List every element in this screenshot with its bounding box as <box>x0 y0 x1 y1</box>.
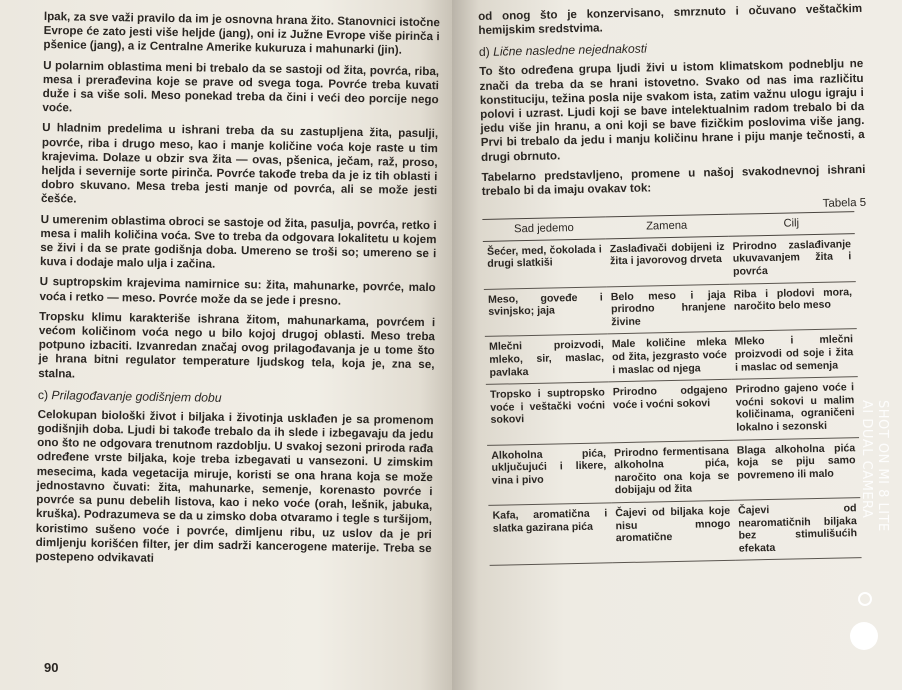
table-cell: Šećer, med, čokolada i drugi slatkiši <box>483 239 607 289</box>
table-row <box>483 233 856 289</box>
table-header-cell: Sad jedemo <box>482 217 605 241</box>
paragraph: lpak, za sve važi pravilo da im je osnovna hrana žito. Stanovnici istočne Evrope će zato jesti više heljde (jang), oni iz Južne Evrope više pirinča i pšenice (jang), a iz Centralne Amerike kukuruza i mahunarki (jin). <box>43 10 440 58</box>
table-cell: Prirodno odgajeno voće i voćni sokovi <box>609 379 733 442</box>
section-heading-c <box>38 388 434 408</box>
paragraph: U polarnim oblastima meni bi trebalo da se sastoji od žita, povrća, riba, mesa i prerađevina koje se prave od svega toga. Povrće treba kuvati duže i sa više soli. Meso ponekad treba da čini i veći deo porcije nego voće. <box>42 58 440 115</box>
table-row <box>484 281 857 337</box>
table-cell: Tropsko i suptropsko voće i veštački voćni sokovi <box>486 382 610 445</box>
page-number: 90 <box>44 660 59 675</box>
camera-ring-icon <box>858 592 872 606</box>
table-cell: Kafa, aromatična i slatka gazirana pića <box>488 503 612 566</box>
table-label: Tabela 5 <box>822 197 867 211</box>
section-title: Lične nasledne nejednakosti <box>492 41 648 60</box>
table-cell: Čajevi od nearomatičnih biljaka bez stimulišućih efekata <box>734 498 862 561</box>
table-cell: Mleko i mlečni proizvodi od soje i žita i maslac od semenja <box>730 329 857 379</box>
camera-watermark <box>848 400 888 640</box>
table-cell: Prirodno gajeno voće i voćni sokovi u malim količinama, ograničeni lokalno i sezonski <box>731 377 859 440</box>
table-cell: Blaga alkoholna pića koja se piju samo povremeno ili malo <box>733 437 861 500</box>
paragraph: Celokupan biološki život i biljaka i životinja usklađen je sa promenom godišnjih doba. Ljudi bi takođe trebalo da ih slede i izbegavaju da jedu ono što ne odgovara trenutnom razdoblju. U svakoj sezoni priroda rađa određene vrste biljaka, koje treba izbegavati u vansezoni. U zimskim mesecima, kada vegetacija miruje, koristi se ona hrana koja se može jednostavno čuvati: žita, mahunarke, semenje, korenasto povrće i povrće sa punu debelih listova, kao i neko voće (orah, lešnik, jabuka, kruška). Podrazumeva se da u zimsko doba otvaramo i tegle s turšijom, koristimo sušeno voće i povrće, dimljenu ribu, uz uslov da je pri dimljenju korišćen filter, jer dim sadrži kancerogene materije. Treba se postepeno odvikavati <box>35 407 434 565</box>
right-page-content <box>478 2 874 566</box>
table-cell: Prirodno zaslađivanje ukuvavanjem žita i povrća <box>728 233 855 283</box>
table-cell: Čajevi od biljaka koje nisu mnogo aromatične <box>611 500 735 563</box>
table-row <box>488 498 861 566</box>
table-cell: Riba i plodovi mora, naročito belo meso <box>729 281 856 331</box>
table-cell: Prirodno fermentisana alkoholna pića, naročito ona koja se dobijaju od žita <box>610 440 734 503</box>
watermark-line: SHOT ON MI 8 LITE <box>875 400 890 532</box>
section-letter: c) <box>37 387 49 402</box>
paragraph: Tropsku klimu karakteriše ishrana žitom, mahunarkama, povrćem i većom količinom voća nego u bilo kojoj drugoj oblasti. Meso treba potpuno izbaciti. Izvanredan značaj ovog prilagođavanja je u tome što je hrana bitni regulator temperature ljudskog tela, koja je, zna se, stalna. <box>38 309 436 381</box>
paragraph: U suptropskim krajevima namirnice su: žita, mahunarke, povrće, malo voća i retko — meso. Povrće može da se jede i presno. <box>39 275 436 308</box>
table-cell: Zaslađivači dobijeni iz žita i javorovog drveta <box>606 236 730 286</box>
table-row <box>487 437 860 505</box>
paragraph: U hladnim predelima u ishrani treba da su zastupljena žita, pasulji, povrće, riba i drugo meso, kao i manje količine voća koje raste u tim krajevima. Dolaze u obzir sva žita — ovas, pšenica, ječam, raž, proso, heljda i severnije sorte pirinča. Povrće takođe treba da je iz tih oblasti i dobro skuvano. Mesa treba jesti manje od povrća, ali se može jesti češće. <box>40 121 439 206</box>
section-heading-d <box>479 37 863 59</box>
table-row <box>486 377 859 445</box>
table-cell: Male količine mleka od žita, jezgrasto voće i maslac od njega <box>608 332 732 382</box>
paragraph: od onog što je konzervisano, smrznuto i očuvano veštačkim hemijskim sredstvima. <box>478 1 863 38</box>
table-header-cell: Zamena <box>605 215 728 239</box>
diet-table <box>482 211 861 566</box>
table-cell: Belo meso i jaja prirodno hranjene živine <box>607 284 731 334</box>
camera-dot-icon <box>850 622 878 650</box>
table-header-cell: Cilj <box>728 212 855 236</box>
table-cell: Meso, goveđe i svinjsko; jaja <box>484 286 608 336</box>
section-letter: d) <box>478 45 490 60</box>
right-page <box>452 0 902 690</box>
table-cell: Mlečni proizvodi, mleko, sir, maslac, pavlaka <box>485 334 609 384</box>
table-row <box>485 329 858 385</box>
section-title: Prilagođavanje godišnjem dobu <box>51 388 222 405</box>
paragraph: U umerenim oblastima obroci se sastoje od žita, pasulja, povrća, retko i mesa i malih količina voća. Sve to treba da odgovara lokalitetu u kojem se živi i da se prate godišnja doba. Umereno se troši so; umereno se i kuva i dodaje malo ulja i začina. <box>39 212 437 271</box>
left-page-content <box>35 10 440 570</box>
watermark-line: AI DUAL CAMERA <box>859 400 874 519</box>
paragraph: Tabelarno predstavljeno, promene u našoj svakodnevnoj ishrani trebalo bi da imaju ovakav tok: <box>481 162 866 198</box>
paragraph: To što određena grupa ljudi živi u istom klimatskom podneblju ne znači da treba da se hrani istovetno. Svako od nas ima različitu konstituciju, težina posla nije svakom ista, zatim važnu ulogu igraju i polovi i uzrast. Ljudi koji se bave intelektualnim radom trebalo bi da jedu više jin hranu, a oni koji se bave fizičkim poslovima više jang. Prvi bi trebalo da jedu i manju količinu hrane i piju manje tečnosti, a drugi obrnuto. <box>479 57 865 164</box>
watermark-text <box>858 400 890 532</box>
table-cell: Alkoholna pića, uključujući i likere, vina i pivo <box>487 442 611 505</box>
